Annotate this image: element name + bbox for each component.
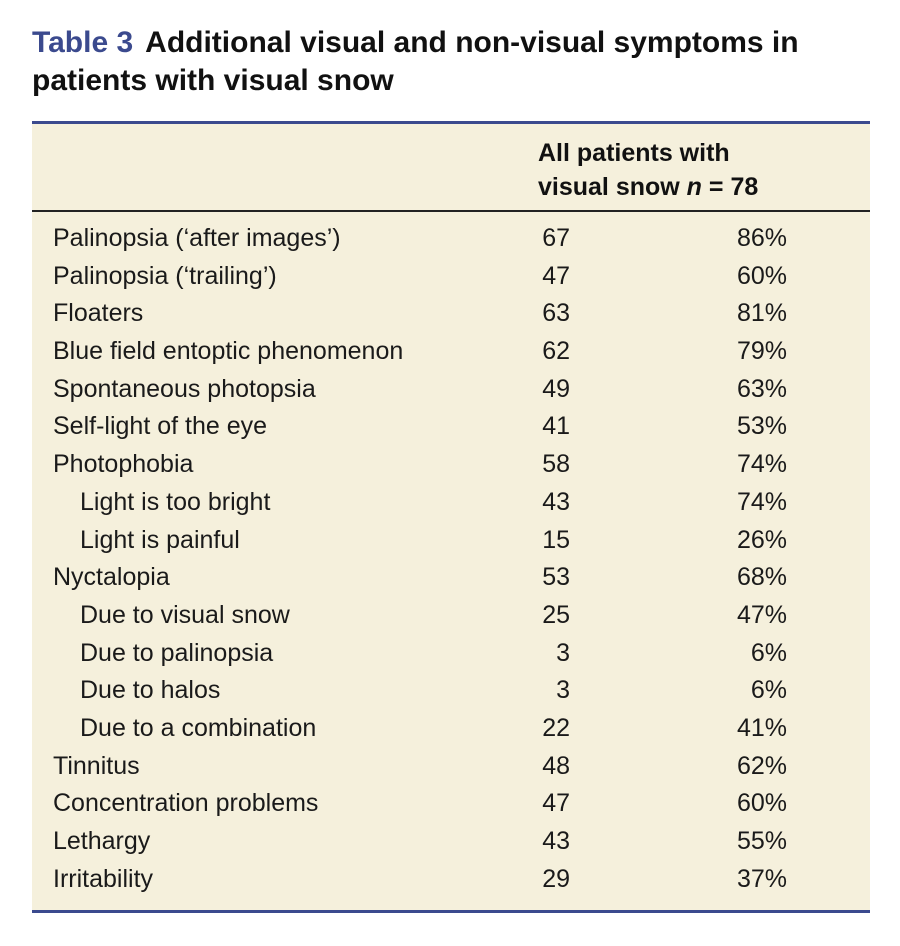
table-row [32,785,870,823]
patient-percent: 53% [736,412,787,441]
symptoms-table [32,121,870,913]
symptom-label: Photophobia [53,450,194,479]
symptom-label: Blue field entoptic phenomenon [53,337,404,366]
patient-percent: 68% [736,563,787,592]
patient-count: 48 [542,751,570,780]
patient-count: 49 [542,374,570,403]
table-title: Additional visual and non-visual symptoms in patients with visual snow [32,26,799,97]
table-row [32,220,870,258]
table-row [32,484,870,522]
table-row [32,333,870,371]
patient-percent: 60% [736,261,787,290]
table-row [32,748,870,786]
symptom-label: Self-light of the eye [53,412,268,441]
patient-percent: 79% [736,337,787,366]
column-header-line1: All patients with [538,139,730,167]
symptom-label: Palinopsia (‘after images’) [53,224,341,252]
symptom-label: Due to a combination [80,713,317,742]
patient-count: 29 [542,864,570,893]
patient-count: 43 [542,827,570,855]
table-row [32,446,870,484]
patient-count: 58 [542,450,570,479]
table-row [32,559,870,597]
patient-count: 47 [542,261,570,290]
table-row [32,597,870,635]
symptom-label: Due to visual snow [80,600,290,629]
table-row [32,408,870,446]
symptom-label: Concentration problems [53,789,319,818]
symptom-label: Due to halos [80,676,221,705]
patient-count: 62 [542,337,570,366]
symptom-label: Palinopsia (‘trailing’) [53,261,277,290]
patient-count: 22 [542,713,570,742]
symptom-label: Due to palinopsia [80,638,274,667]
symptom-label: Floaters [53,299,144,328]
table-body [32,220,870,898]
symptom-label: Light is too bright [80,487,271,516]
patient-count: 43 [542,487,570,516]
patient-percent: 37% [736,864,787,893]
patient-percent: 47% [736,600,787,629]
patient-count: 3 [556,676,570,705]
table-row [32,258,870,296]
patient-count: 67 [542,224,570,252]
patient-percent: 55% [736,827,787,855]
patient-count: 15 [542,525,570,554]
patient-percent: 26% [736,525,787,554]
symptom-label: Irritability [53,864,154,893]
column-header-count: = 78 [701,173,759,201]
patient-count: 25 [542,600,570,629]
patient-count: 63 [542,299,570,328]
table-caption [32,24,882,100]
column-header-prefix: visual snow [538,173,687,201]
patient-percent: 6% [750,676,787,705]
patient-percent: 41% [736,713,787,742]
patient-percent: 60% [736,789,787,818]
column-header [538,136,758,204]
patient-count: 41 [542,412,570,441]
table-row [32,672,870,710]
patient-count: 53 [542,563,570,592]
symptom-label: Tinnitus [53,751,140,780]
patient-percent: 63% [736,374,787,403]
patient-percent: 6% [750,638,787,667]
symptom-label: Nyctalopia [53,563,170,592]
table-row [32,371,870,409]
column-header-line2 [538,170,758,204]
patient-percent: 86% [736,224,787,252]
table-row [32,522,870,560]
table-row [32,861,870,899]
patient-percent: 74% [736,450,787,479]
table-number: Table 3 [32,26,134,59]
table-row [32,823,870,861]
n-symbol: n [686,173,702,201]
symptom-label: Spontaneous photopsia [53,374,316,403]
symptom-label: Light is painful [80,525,240,554]
symptom-label: Lethargy [53,827,151,855]
patient-percent: 81% [736,299,787,328]
table-row [32,635,870,673]
patient-percent: 62% [736,751,787,780]
patient-percent: 74% [736,487,787,516]
table-row [32,295,870,333]
patient-count: 47 [542,789,570,818]
table-row [32,710,870,748]
header-divider [32,210,870,212]
patient-count: 3 [556,638,570,667]
